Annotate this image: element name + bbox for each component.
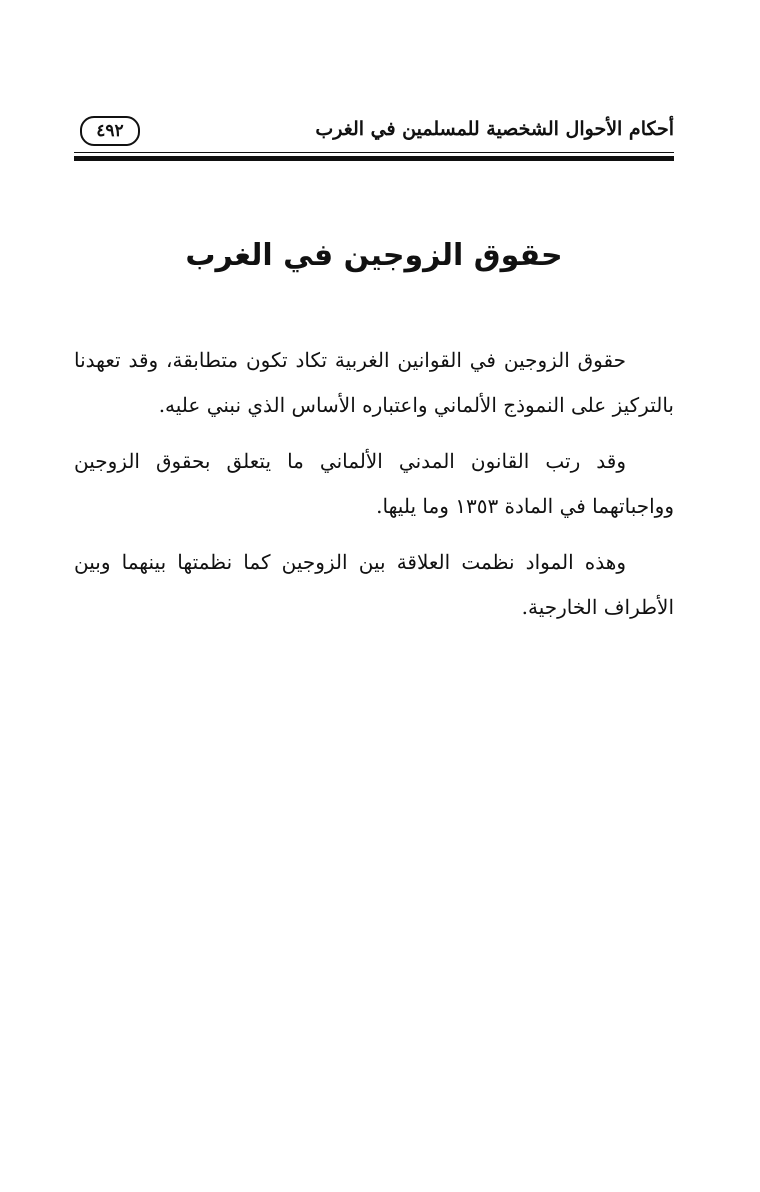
paragraph-3: وهذه المواد نظمت العلاقة بين الزوجين كما نظمتها بينهما وبين الأطراف الخارجية. — [74, 550, 674, 619]
header-rule-thick — [74, 156, 674, 161]
running-header-title: أحكام الأحوال الشخصية للمسلمين في الغرب — [315, 118, 674, 140]
running-header — [74, 112, 674, 152]
paragraph-2: وقد رتب القانون المدني الألماني ما يتعلق بحقوق الزوجين وواجباتهما في المادة ١٣٥٣ وما يليها. — [74, 449, 674, 518]
page-number-badge: ٤٩٢ — [80, 116, 140, 146]
paragraph-1: حقوق الزوجين في القوانين الغربية تكاد تكون متطابقة، وقد تعهدنا بالتركيز على النموذج الألماني واعتباره الأساس الذي نبني عليه. — [74, 348, 674, 417]
header-rule-thin — [74, 152, 674, 153]
section-title: حقوق الزوجين في الغرب — [185, 238, 563, 273]
body-text — [74, 338, 674, 641]
